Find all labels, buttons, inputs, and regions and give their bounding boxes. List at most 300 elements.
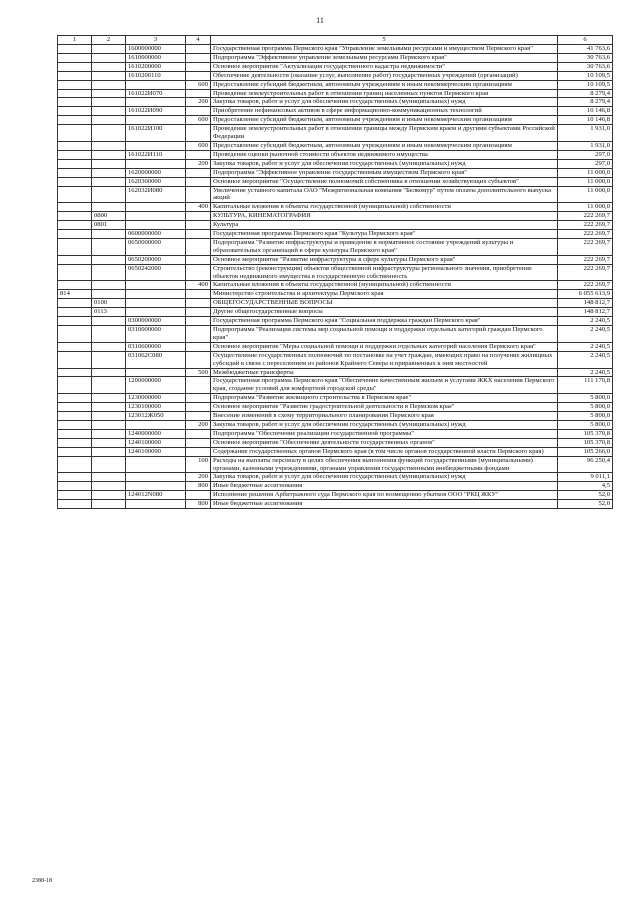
amount-cell: 148 812,7 (558, 308, 613, 317)
target-article-cell: 1240100000 (126, 438, 186, 447)
target-article-cell: 0650000000 (126, 238, 186, 255)
amount-cell: 222 269,7 (558, 255, 613, 264)
target-article-cell (126, 159, 186, 168)
amount-cell: 2 240,5 (558, 368, 613, 377)
ministry-code-cell (58, 141, 92, 150)
table-row (58, 342, 613, 351)
section-code-cell (92, 107, 126, 116)
expense-type-cell (186, 177, 211, 186)
item-name-cell: Обеспечение деятельности (оказание услуг, выполнение работ) государственных учреждений (организаций) (211, 71, 558, 80)
item-name-cell: Предоставление субсидий бюджетным, автономным учреждениям и иным некоммерческим организациям (211, 116, 558, 125)
item-name-cell: ОБЩЕГОСУДАРСТВЕННЫЕ ВОПРОСЫ (211, 299, 558, 308)
section-code-cell (92, 125, 126, 142)
table-row (58, 71, 613, 80)
table-row (58, 159, 613, 168)
target-article-cell: 1240100090 (126, 447, 186, 456)
item-name-cell: Осуществление государственных полномочий по постановке на учет граждан, имеющих право на получение жилищных субсидий в связи с переселением из районов Крайнего Севера и приравненных к ним местностей (211, 351, 558, 368)
section-code-cell: 0800 (92, 212, 126, 221)
item-name-cell: Основное мероприятие "Развитие инфраструктуры в сфере культуры Пермского края" (211, 255, 558, 264)
section-code-cell (92, 150, 126, 159)
ministry-code-cell (58, 473, 92, 482)
target-article-cell (126, 290, 186, 299)
section-code-cell (92, 368, 126, 377)
table-row (58, 203, 613, 212)
expense-type-cell (186, 238, 211, 255)
ministry-code-cell: 814 (58, 290, 92, 299)
expense-type-cell (186, 299, 211, 308)
table-row (58, 98, 613, 107)
amount-cell: 8 279,4 (558, 89, 613, 98)
item-name-cell: Государственная программа Пермского края "Социальная поддержка граждан Пермского края" (211, 317, 558, 326)
amount-cell: 9 011,1 (558, 473, 613, 482)
item-name-cell: Исполнение решения Арбитражного суда Пермского края по возмещению убытков ООО "РКЦ ЖКУ" (211, 491, 558, 500)
section-code-cell (92, 491, 126, 500)
target-article-cell: 0310000000 (126, 326, 186, 343)
table-row (58, 116, 613, 125)
ministry-code-cell (58, 317, 92, 326)
ministry-code-cell (58, 377, 92, 394)
amount-cell: 2 240,5 (558, 326, 613, 343)
section-code-cell (92, 168, 126, 177)
table-row (58, 456, 613, 473)
table-row (58, 238, 613, 255)
ministry-code-cell (58, 429, 92, 438)
section-code-cell (92, 412, 126, 421)
item-name-cell: Проведение землеустроительных работ в отношении границы между Пермским краем и другими субъектами Российской Федерации (211, 125, 558, 142)
amount-cell: 105 266,0 (558, 447, 613, 456)
ministry-code-cell (58, 212, 92, 221)
expense-type-cell: 200 (186, 159, 211, 168)
table-row (58, 491, 613, 500)
item-name-cell: Строительство (реконструкция) объектов общественной инфраструктуры регионального значения, приобретение объектов недвижимого имущества в государственную собственность (211, 264, 558, 281)
item-name-cell: Подпрограмма "Развитие жилищного строительства в Пермском крае" (211, 394, 558, 403)
target-article-cell: 0650242000 (126, 264, 186, 281)
amount-cell: 2 240,5 (558, 351, 613, 368)
item-name-cell: Межбюджетные трансферты (211, 368, 558, 377)
target-article-cell (126, 212, 186, 221)
amount-cell: 30 763,6 (558, 62, 613, 71)
column-header: 5 (211, 36, 558, 45)
target-article-cell: 0650200000 (126, 255, 186, 264)
expense-type-cell (186, 377, 211, 394)
expense-type-cell: 200 (186, 473, 211, 482)
target-article-cell: 1610000000 (126, 53, 186, 62)
ministry-code-cell (58, 177, 92, 186)
ministry-code-cell (58, 159, 92, 168)
amount-cell: 222 269,7 (558, 281, 613, 290)
ministry-code-cell (58, 351, 92, 368)
table-row (58, 308, 613, 317)
expense-type-cell (186, 447, 211, 456)
table-row (58, 107, 613, 116)
table-row (58, 377, 613, 394)
target-article-cell: 123012Ж050 (126, 412, 186, 421)
ministry-code-cell (58, 71, 92, 80)
ministry-code-cell (58, 308, 92, 317)
ministry-code-cell (58, 168, 92, 177)
target-article-cell (126, 221, 186, 230)
table-row (58, 45, 613, 54)
target-article-cell (126, 141, 186, 150)
section-code-cell (92, 53, 126, 62)
expense-type-cell: 200 (186, 420, 211, 429)
item-name-cell: Основное мероприятие "Развитие градостроительной деятельности в Пермском крае" (211, 403, 558, 412)
section-code-cell (92, 351, 126, 368)
ministry-code-cell (58, 45, 92, 54)
column-header: 1 (58, 36, 92, 45)
section-code-cell (92, 62, 126, 71)
section-code-cell (92, 116, 126, 125)
section-code-cell (92, 186, 126, 203)
amount-cell: 11 000,0 (558, 177, 613, 186)
target-article-cell: 161022И090 (126, 107, 186, 116)
section-code-cell (92, 203, 126, 212)
ministry-code-cell (58, 491, 92, 500)
expense-type-cell (186, 491, 211, 500)
item-name-cell: Приобретение нефинансовых активов в сфере информационно-коммуникационных технологий (211, 107, 558, 116)
item-name-cell: Другие общегосударственные вопросы (211, 308, 558, 317)
section-code-cell (92, 290, 126, 299)
ministry-code-cell (58, 186, 92, 203)
section-code-cell (92, 238, 126, 255)
amount-cell: 5 800,0 (558, 412, 613, 421)
section-code-cell (92, 473, 126, 482)
table-row (58, 351, 613, 368)
table-row (58, 299, 613, 308)
target-article-cell (126, 308, 186, 317)
target-article-cell: 1610200000 (126, 62, 186, 71)
ministry-code-cell (58, 116, 92, 125)
target-article-cell: 0310600000 (126, 342, 186, 351)
section-code-cell (92, 255, 126, 264)
table-row (58, 255, 613, 264)
item-name-cell: Предоставление субсидий бюджетным, автономным учреждениям и иным некоммерческим организациям (211, 80, 558, 89)
amount-cell: 4,5 (558, 482, 613, 491)
item-name-cell: Увеличение уставного капитала ОАО "Межрегиональная компания "Белкомур" путем оплаты дополнительного выпуска акций (211, 186, 558, 203)
amount-cell: 2 240,5 (558, 317, 613, 326)
ministry-code-cell (58, 53, 92, 62)
target-article-cell: 161022И070 (126, 89, 186, 98)
ministry-code-cell (58, 150, 92, 159)
ministry-code-cell (58, 281, 92, 290)
target-article-cell (126, 80, 186, 89)
item-name-cell: Государственная программа Пермского края "Культура Пермского края" (211, 230, 558, 239)
amount-cell: 222 269,7 (558, 221, 613, 230)
amount-cell: 2 240,5 (558, 342, 613, 351)
amount-cell: 52,0 (558, 500, 613, 509)
expense-type-cell (186, 438, 211, 447)
table-row (58, 420, 613, 429)
ministry-code-cell (58, 342, 92, 351)
table-row (58, 177, 613, 186)
amount-cell: 10 109,5 (558, 71, 613, 80)
expense-type-cell: 400 (186, 281, 211, 290)
amount-cell: 41 763,6 (558, 45, 613, 54)
table-row (58, 326, 613, 343)
table-row (58, 412, 613, 421)
section-code-cell: 0113 (92, 308, 126, 317)
target-article-cell (126, 116, 186, 125)
item-name-cell: Проведение оценки рыночной стоимости объектов недвижимого имущества (211, 150, 558, 159)
expense-type-cell (186, 89, 211, 98)
expense-type-cell: 500 (186, 368, 211, 377)
table-row (58, 212, 613, 221)
item-name-cell: Закупка товаров, работ и услуг для обеспечения государственных (муниципальных) нужд (211, 159, 558, 168)
expense-type-cell (186, 230, 211, 239)
section-code-cell (92, 89, 126, 98)
target-article-cell (126, 299, 186, 308)
expense-type-cell (186, 394, 211, 403)
item-name-cell: Министерство строительства и архитектуры Пермского края (211, 290, 558, 299)
target-article-cell (126, 281, 186, 290)
expense-type-cell (186, 429, 211, 438)
table-row (58, 53, 613, 62)
page-number: 11 (316, 16, 324, 25)
column-header: 6 (558, 36, 613, 45)
expense-type-cell: 600 (186, 80, 211, 89)
amount-cell: 11 000,0 (558, 203, 613, 212)
table-row (58, 429, 613, 438)
item-name-cell: Содержание государственных органов Пермского края (в том числе органов государственной власти Пермского края) (211, 447, 558, 456)
target-article-cell: 1200000000 (126, 377, 186, 394)
target-article-cell: 1240000000 (126, 429, 186, 438)
ministry-code-cell (58, 368, 92, 377)
target-article-cell: 031062С080 (126, 351, 186, 368)
item-name-cell: Основное мероприятие "Обеспечение деятельности государственных органов" (211, 438, 558, 447)
section-code-cell (92, 159, 126, 168)
item-name-cell: Проведение землеустроительных работ в отношении границ населенных пунктов Пермского края (211, 89, 558, 98)
ministry-code-cell (58, 264, 92, 281)
table-row (58, 150, 613, 159)
ministry-code-cell (58, 107, 92, 116)
expense-type-cell (186, 212, 211, 221)
expense-type-cell (186, 62, 211, 71)
ministry-code-cell (58, 438, 92, 447)
expense-type-cell (186, 71, 211, 80)
expense-type-cell (186, 403, 211, 412)
target-article-cell: 1600000000 (126, 45, 186, 54)
target-article-cell: 1230100000 (126, 403, 186, 412)
amount-cell: 148 812,7 (558, 299, 613, 308)
table-row (58, 186, 613, 203)
amount-cell: 5 800,0 (558, 394, 613, 403)
expense-type-cell (186, 53, 211, 62)
amount-cell: 10 109,5 (558, 80, 613, 89)
ministry-code-cell (58, 447, 92, 456)
item-name-cell: Подпрограмма "Обеспечение реализации государственной программы" (211, 429, 558, 438)
ministry-code-cell (58, 456, 92, 473)
item-name-cell: Закупка товаров, работ и услуг для обеспечения государственных (муниципальных) нужд (211, 420, 558, 429)
section-code-cell (92, 281, 126, 290)
item-name-cell: Закупка товаров, работ и услуг для обеспечения государственных (муниципальных) нужд (211, 98, 558, 107)
item-name-cell: Предоставление субсидий бюджетным, автономным учреждениям и иным некоммерческим организациям (211, 141, 558, 150)
item-name-cell: Подпрограмма "Эффективное управление земельными ресурсами Пермского края" (211, 53, 558, 62)
target-article-cell (126, 368, 186, 377)
table-row (58, 438, 613, 447)
table-row (58, 281, 613, 290)
section-code-cell (92, 438, 126, 447)
item-name-cell: Государственная программа Пермского края "Обеспечение качественным жильем и услугами ЖКХ населения Пермского края, создание условий для комфортной городской среды" (211, 377, 558, 394)
amount-cell: 5 800,0 (558, 420, 613, 429)
ministry-code-cell (58, 203, 92, 212)
amount-cell: 10 146,8 (558, 116, 613, 125)
item-name-cell: Расходы на выплаты персоналу в целях обеспечения выполнения функций государственными (муниципальными) органами, казенными учреждениями, органами управления государственными внебюджетными фондами (211, 456, 558, 473)
ministry-code-cell (58, 221, 92, 230)
section-code-cell (92, 71, 126, 80)
target-article-cell: 124012N080 (126, 491, 186, 500)
document-code: 2388-18 (32, 878, 52, 884)
column-header: 2 (92, 36, 126, 45)
section-code-cell: 0100 (92, 299, 126, 308)
target-article-cell: 161022И100 (126, 125, 186, 142)
amount-cell: 8 279,4 (558, 98, 613, 107)
target-article-cell (126, 98, 186, 107)
expense-type-cell (186, 45, 211, 54)
amount-cell: 222 269,7 (558, 230, 613, 239)
ministry-code-cell (58, 420, 92, 429)
item-name-cell: Подпрограмма "Реализация системы мер социальной помощи и поддержки отдельных категорий граждан Пермского края" (211, 326, 558, 343)
ministry-code-cell (58, 230, 92, 239)
expense-type-cell: 800 (186, 482, 211, 491)
table-row (58, 125, 613, 142)
table-row (58, 403, 613, 412)
expense-type-cell: 400 (186, 203, 211, 212)
expense-type-cell: 600 (186, 116, 211, 125)
section-code-cell (92, 230, 126, 239)
amount-cell: 30 763,6 (558, 53, 613, 62)
table-row (58, 368, 613, 377)
target-article-cell (126, 500, 186, 509)
amount-cell: 6 055 613,9 (558, 290, 613, 299)
item-name-cell: Основное мероприятие "Актуализация государственного кадастра недвижимости" (211, 62, 558, 71)
ministry-code-cell (58, 80, 92, 89)
section-code-cell (92, 429, 126, 438)
expense-type-cell (186, 255, 211, 264)
section-code-cell (92, 326, 126, 343)
table-row (58, 290, 613, 299)
target-article-cell: 161022И110 (126, 150, 186, 159)
expense-type-cell (186, 351, 211, 368)
section-code-cell (92, 342, 126, 351)
expense-type-cell: 600 (186, 141, 211, 150)
target-article-cell (126, 482, 186, 491)
item-name-cell: Внесение изменений в схему территориального планирования Пермского края (211, 412, 558, 421)
ministry-code-cell (58, 500, 92, 509)
ministry-code-cell (58, 98, 92, 107)
target-article-cell (126, 456, 186, 473)
item-name-cell: Капитальные вложения в объекты государственной (муниципальной) собственности (211, 203, 558, 212)
item-name-cell: Иные бюджетные ассигнования (211, 500, 558, 509)
item-name-cell: Подпрограмма "Развитие инфраструктуры и приведение в нормативное состояние учреждений культуры и образовательных организаций в сфере культуры Пермского края" (211, 238, 558, 255)
ministry-code-cell (58, 255, 92, 264)
expense-type-cell (186, 150, 211, 159)
ministry-code-cell (58, 299, 92, 308)
ministry-code-cell (58, 62, 92, 71)
target-article-cell: 0600000000 (126, 230, 186, 239)
table-row (58, 500, 613, 509)
table-row (58, 89, 613, 98)
section-code-cell (92, 482, 126, 491)
section-code-cell (92, 420, 126, 429)
section-code-cell (92, 45, 126, 54)
ministry-code-cell (58, 238, 92, 255)
section-code-cell (92, 141, 126, 150)
expense-type-cell (186, 107, 211, 116)
target-article-cell (126, 420, 186, 429)
target-article-cell: 1230000000 (126, 394, 186, 403)
table-row (58, 473, 613, 482)
target-article-cell: 0300000000 (126, 317, 186, 326)
expense-type-cell (186, 412, 211, 421)
target-article-cell: 1610200110 (126, 71, 186, 80)
section-code-cell (92, 456, 126, 473)
section-code-cell (92, 317, 126, 326)
table-row (58, 482, 613, 491)
section-code-cell (92, 98, 126, 107)
amount-cell: 96 250,4 (558, 456, 613, 473)
amount-cell: 10 146,8 (558, 107, 613, 116)
section-code-cell (92, 394, 126, 403)
section-code-cell (92, 447, 126, 456)
table-row (58, 62, 613, 71)
amount-cell: 297,0 (558, 159, 613, 168)
target-article-cell: 1620300000 (126, 177, 186, 186)
budget-table (57, 35, 613, 509)
table-row (58, 317, 613, 326)
expense-type-cell: 800 (186, 500, 211, 509)
amount-cell: 111 170,8 (558, 377, 613, 394)
amount-cell: 297,0 (558, 150, 613, 159)
table-row (58, 447, 613, 456)
item-name-cell: Государственная программа Пермского края "Управление земельными ресурсами и имуществом Пермского края" (211, 45, 558, 54)
target-article-cell: 162032И080 (126, 186, 186, 203)
column-header: 4 (186, 36, 211, 45)
amount-cell: 5 800,0 (558, 403, 613, 412)
expense-type-cell (186, 326, 211, 343)
section-code-cell (92, 403, 126, 412)
item-name-cell: Иные бюджетные ассигнования (211, 482, 558, 491)
expense-type-cell (186, 342, 211, 351)
ministry-code-cell (58, 403, 92, 412)
amount-cell: 105 370,8 (558, 429, 613, 438)
section-code-cell (92, 264, 126, 281)
item-name-cell: КУЛЬТУРА, КИНЕМАТОГРАФИЯ (211, 212, 558, 221)
ministry-code-cell (58, 326, 92, 343)
amount-cell: 1 931,0 (558, 141, 613, 150)
expense-type-cell: 200 (186, 98, 211, 107)
target-article-cell (126, 203, 186, 212)
table-row (58, 141, 613, 150)
ministry-code-cell (58, 89, 92, 98)
ministry-code-cell (58, 394, 92, 403)
item-name-cell: Подпрограмма "Эффективное управление государственным имуществом Пермского края" (211, 168, 558, 177)
column-header: 3 (126, 36, 186, 45)
item-name-cell: Капитальные вложения в объекты государственной (муниципальной) собственности (211, 281, 558, 290)
ministry-code-cell (58, 482, 92, 491)
item-name-cell: Закупка товаров, работ и услуг для обеспечения государственных (муниципальных) нужд (211, 473, 558, 482)
item-name-cell: Культура (211, 221, 558, 230)
item-name-cell: Основное мероприятие "Осуществление полномочий собственника в отношении хозяйствующих субъектов" (211, 177, 558, 186)
amount-cell: 222 269,7 (558, 238, 613, 255)
expense-type-cell (186, 264, 211, 281)
amount-cell: 105 370,8 (558, 438, 613, 447)
target-article-cell: 1620000000 (126, 168, 186, 177)
table-header-row (58, 36, 613, 45)
expense-type-cell (186, 317, 211, 326)
amount-cell: 1 931,0 (558, 125, 613, 142)
amount-cell: 11 000,0 (558, 186, 613, 203)
table-row (58, 168, 613, 177)
